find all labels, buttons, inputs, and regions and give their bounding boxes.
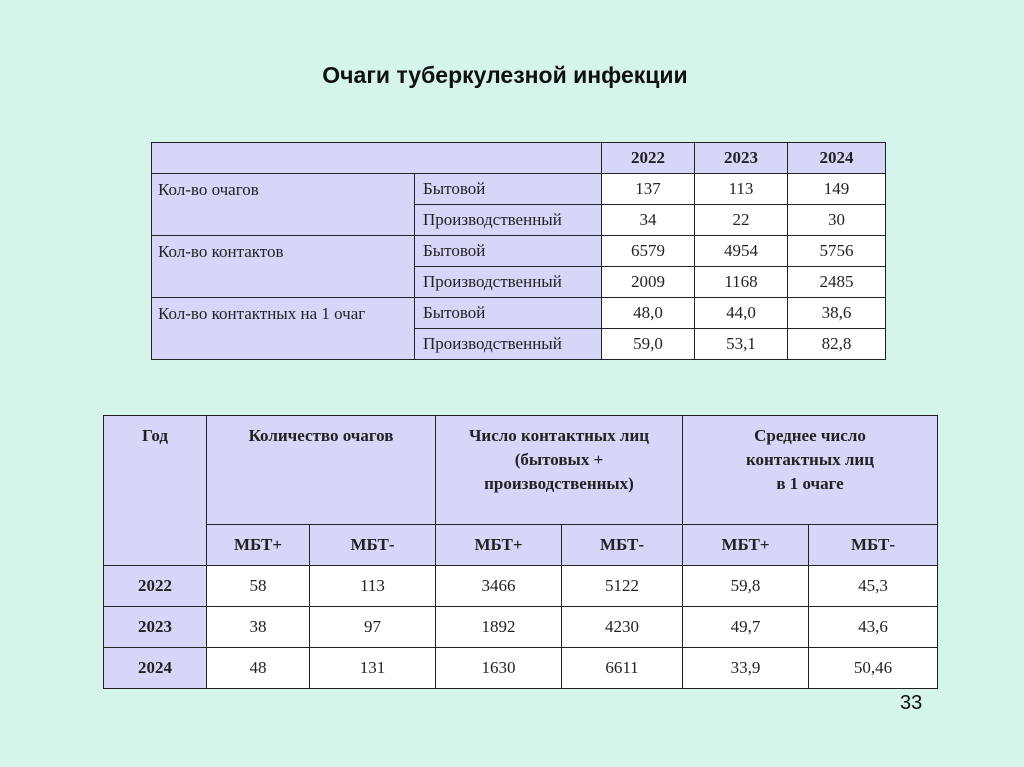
header-line: Среднее число bbox=[754, 426, 866, 445]
value-cell: 49,7 bbox=[683, 607, 809, 648]
value-cell: 48 bbox=[207, 648, 310, 689]
table-subheader-row bbox=[104, 525, 938, 566]
page-title: Очаги туберкулезной инфекции bbox=[322, 62, 688, 88]
value-cell: 34 bbox=[602, 205, 695, 236]
value-cell: 4230 bbox=[562, 607, 683, 648]
value-cell: 38 bbox=[207, 607, 310, 648]
foci-count-header: Количество очагов bbox=[207, 416, 436, 525]
type-label: Производственный bbox=[415, 205, 602, 236]
header-line: Число контактных лиц bbox=[468, 426, 650, 445]
value-cell: 2009 bbox=[602, 267, 695, 298]
header-line: контактных лиц bbox=[745, 450, 874, 469]
table-row bbox=[104, 566, 938, 607]
type-label: Бытовой bbox=[415, 174, 602, 205]
group-label: Кол-во очагов bbox=[152, 174, 415, 236]
group-label: Кол-во контактов bbox=[152, 236, 415, 298]
value-cell: 48,0 bbox=[602, 298, 695, 329]
year-cell: 2024 bbox=[104, 648, 207, 689]
mbt-minus-header: МБТ- bbox=[310, 525, 436, 566]
value-cell: 45,3 bbox=[809, 566, 938, 607]
page-number: 33 bbox=[900, 692, 923, 714]
value-cell: 22 bbox=[695, 205, 788, 236]
value-cell: 97 bbox=[310, 607, 436, 648]
contacts-count-header bbox=[436, 416, 683, 525]
value-cell: 1630 bbox=[436, 648, 562, 689]
value-cell: 6579 bbox=[602, 236, 695, 267]
table-row bbox=[104, 648, 938, 689]
table-row bbox=[152, 174, 886, 205]
type-label: Бытовой bbox=[415, 298, 602, 329]
header-line: (бытовых + bbox=[514, 450, 604, 469]
value-cell: 3466 bbox=[436, 566, 562, 607]
value-cell: 44,0 bbox=[695, 298, 788, 329]
group-label: Кол-во контактных на 1 очаг bbox=[152, 298, 415, 360]
value-cell: 2485 bbox=[788, 267, 886, 298]
mbt-foci-table bbox=[103, 415, 938, 689]
mbt-plus-header: МБТ+ bbox=[683, 525, 809, 566]
mbt-plus-header: МБТ+ bbox=[436, 525, 562, 566]
avg-contacts-header bbox=[683, 416, 938, 525]
header-empty-cell bbox=[152, 143, 602, 174]
year-header: 2022 bbox=[602, 143, 695, 174]
table-header-row bbox=[104, 416, 938, 525]
type-label: Производственный bbox=[415, 329, 602, 360]
value-cell: 59,8 bbox=[683, 566, 809, 607]
value-cell: 1892 bbox=[436, 607, 562, 648]
value-cell: 113 bbox=[310, 566, 436, 607]
table-header-row bbox=[152, 143, 886, 174]
value-cell: 149 bbox=[788, 174, 886, 205]
year-header: 2023 bbox=[695, 143, 788, 174]
table-row bbox=[152, 298, 886, 329]
value-cell: 4954 bbox=[695, 236, 788, 267]
value-cell: 58 bbox=[207, 566, 310, 607]
mbt-plus-header: МБТ+ bbox=[207, 525, 310, 566]
value-cell: 82,8 bbox=[788, 329, 886, 360]
value-cell: 6611 bbox=[562, 648, 683, 689]
value-cell: 33,9 bbox=[683, 648, 809, 689]
value-cell: 137 bbox=[602, 174, 695, 205]
header-line: производственных) bbox=[484, 474, 634, 493]
year-cell: 2023 bbox=[104, 607, 207, 648]
value-cell: 50,46 bbox=[809, 648, 938, 689]
year-cell: 2022 bbox=[104, 566, 207, 607]
year-header: 2024 bbox=[788, 143, 886, 174]
value-cell: 1168 bbox=[695, 267, 788, 298]
mbt-minus-header: МБТ- bbox=[562, 525, 683, 566]
value-cell: 5122 bbox=[562, 566, 683, 607]
value-cell: 30 bbox=[788, 205, 886, 236]
table-row bbox=[104, 607, 938, 648]
value-cell: 59,0 bbox=[602, 329, 695, 360]
value-cell: 43,6 bbox=[809, 607, 938, 648]
value-cell: 38,6 bbox=[788, 298, 886, 329]
value-cell: 113 bbox=[695, 174, 788, 205]
header-line: в 1 очаге bbox=[776, 474, 844, 493]
value-cell: 5756 bbox=[788, 236, 886, 267]
type-label: Бытовой bbox=[415, 236, 602, 267]
type-label: Производственный bbox=[415, 267, 602, 298]
value-cell: 53,1 bbox=[695, 329, 788, 360]
value-cell: 131 bbox=[310, 648, 436, 689]
foci-summary-table bbox=[151, 142, 886, 360]
table-row bbox=[152, 236, 886, 267]
mbt-minus-header: МБТ- bbox=[809, 525, 938, 566]
year-column-header: Год bbox=[104, 416, 207, 566]
